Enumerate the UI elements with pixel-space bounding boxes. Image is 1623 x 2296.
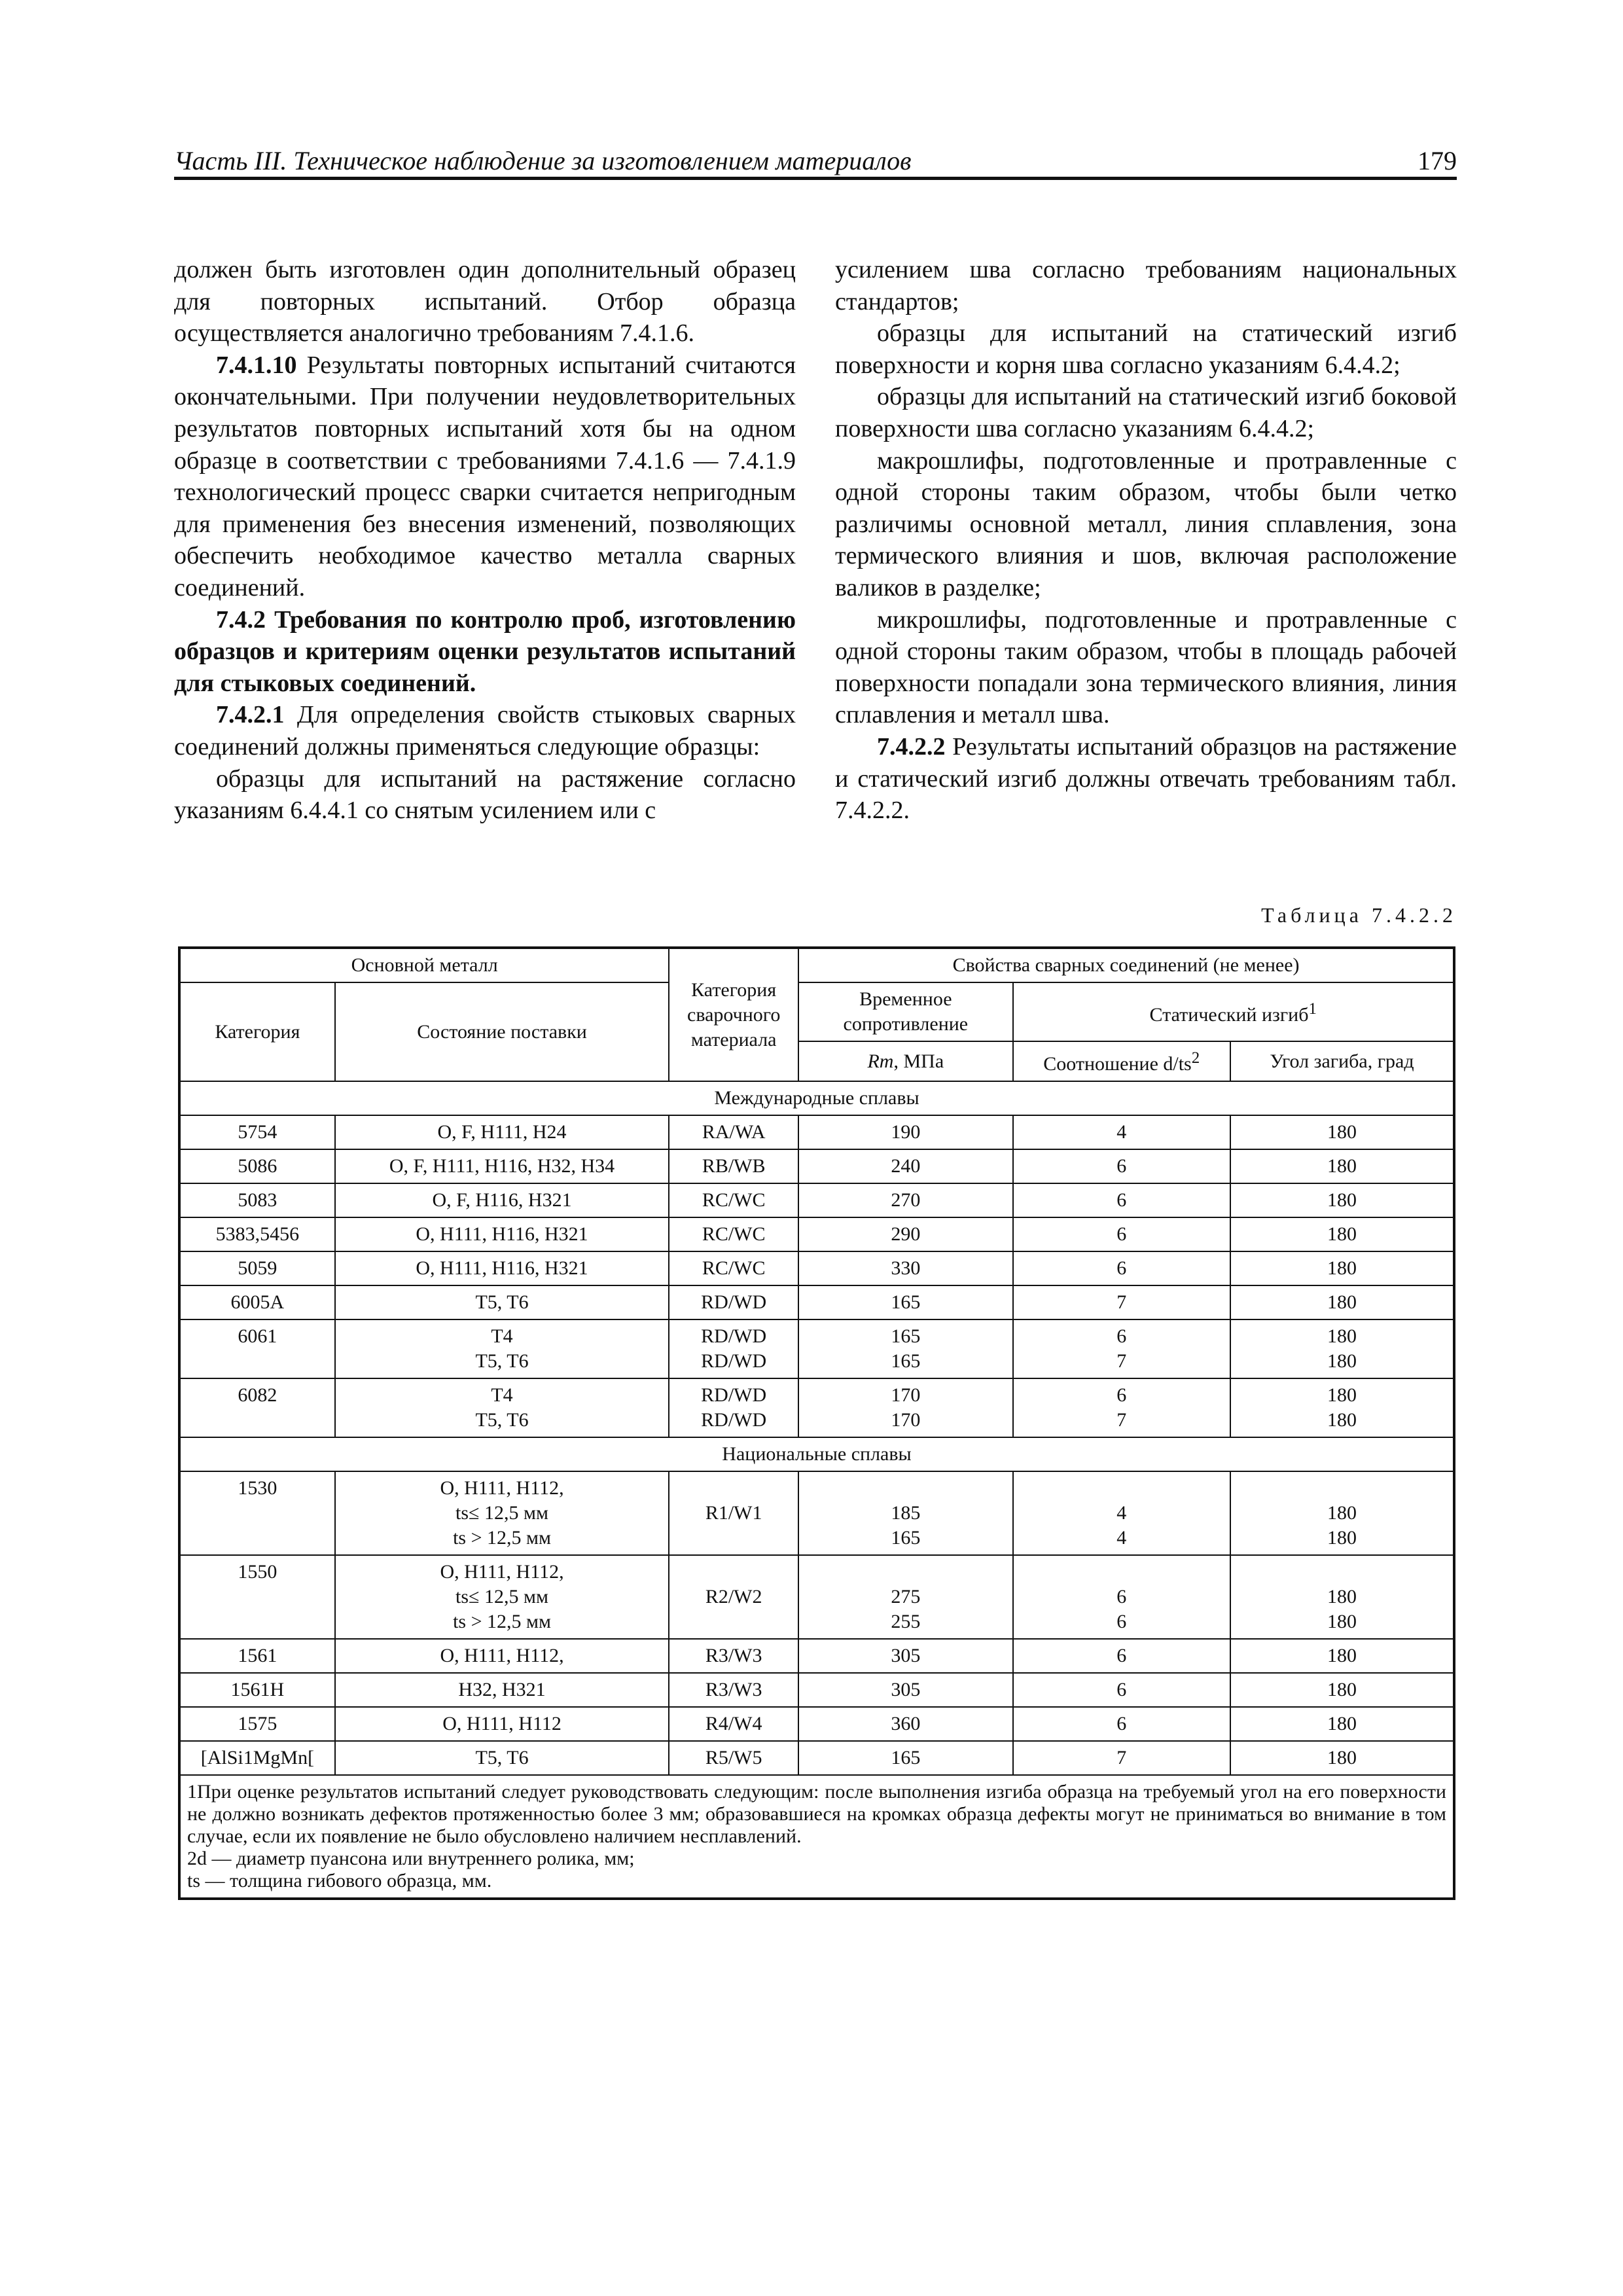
ratio-cell: 6 7 [1013, 1319, 1230, 1378]
rm-cell: 305 [798, 1673, 1012, 1707]
section-row [179, 1437, 1454, 1471]
condition-cell: O, H111, H112, [335, 1639, 669, 1673]
angle-cell: 180 [1230, 1673, 1454, 1707]
condition-cell: T5, T6 [335, 1741, 669, 1775]
weld-cell: R3/W3 [669, 1639, 798, 1673]
category-cell: 6061 [179, 1319, 335, 1378]
ratio-cell: 6 [1013, 1217, 1230, 1251]
weld-cell: R4/W4 [669, 1707, 798, 1741]
weld-cell: RA/WA [669, 1115, 798, 1149]
table-row [179, 1707, 1454, 1741]
angle-cell: 180 [1230, 1639, 1454, 1673]
section-title: Международные сплавы [179, 1081, 1454, 1115]
condition-cell: O, F, H111, H24 [335, 1115, 669, 1149]
table-row [179, 1115, 1454, 1149]
table-row [179, 1319, 1454, 1378]
weld-cell: RD/WD RD/WD [669, 1378, 798, 1437]
ratio-cell: 6 [1013, 1149, 1230, 1183]
rm-cell: 165 [798, 1285, 1012, 1319]
footnote: ts — толщина гибового образца, мм. [187, 1870, 492, 1892]
condition-cell: O, H111, H112 [335, 1707, 669, 1741]
header-weld-category: Категория сварочного материала [669, 948, 798, 1081]
category-cell: 5754 [179, 1115, 335, 1149]
results-table [178, 946, 1455, 1900]
weld-cell: R3/W3 [669, 1673, 798, 1707]
table-row [179, 1149, 1454, 1183]
condition-cell: O, H111, H112, ts≤ 12,5 мм ts > 12,5 мм [335, 1471, 669, 1555]
table-row [179, 1639, 1454, 1673]
table-row [179, 1378, 1454, 1437]
condition-cell: T4 T5, T6 [335, 1319, 669, 1378]
table-caption: Таблица 7.4.2.2 [1261, 903, 1457, 927]
category-cell: 5086 [179, 1149, 335, 1183]
ratio-cell: 6 [1013, 1707, 1230, 1741]
page-number: 179 [1418, 146, 1457, 175]
angle-cell: 180 180 [1230, 1378, 1454, 1437]
angle-cell: 180 [1230, 1251, 1454, 1285]
list-item: образцы для испытаний на растяжение согласно указаниям 6.4.4.1 со снятым усилением или с [174, 764, 796, 825]
condition-cell: T4 T5, T6 [335, 1378, 669, 1437]
running-header [174, 140, 1457, 179]
header-bend: Статический изгиб$^1$ [1013, 982, 1454, 1041]
condition-cell: O, F, H111, H116, H32, H34 [335, 1149, 669, 1183]
ratio-cell: 6 [1013, 1251, 1230, 1285]
table-row [179, 1741, 1454, 1775]
category-cell: 1561H [179, 1673, 335, 1707]
list-item: усилением шва согласно требованиям национальных стандартов; [835, 256, 1457, 315]
header-angle: Угол загиба, град [1230, 1041, 1454, 1081]
rm-cell: 270 [798, 1183, 1012, 1217]
section-row [179, 1081, 1454, 1115]
category-cell: 5383,5456 [179, 1217, 335, 1251]
condition-cell: T5, T6 [335, 1285, 669, 1319]
table-row [179, 1183, 1454, 1217]
header-properties: Свойства сварных соединений (не менее) [798, 948, 1454, 982]
header-base-metal: Основной металл [179, 948, 669, 982]
paragraph: 7.4.1.10 Результаты повторных испытаний считаются окончательными. При получении неудовлетворительных результатов повторных испытаний хотя бы на одном образце в соответствии с требованиями 7.4.1.6 — 7.4.1.9 технологический процесс сварки считается непригодным для применения без внесения изменений, позволяющих обеспечить необходимое качество металла сварных соединений. [174, 351, 796, 601]
running-title: Часть III. Техническое наблюдение за изготовлением материалов [174, 146, 912, 175]
header-tensile: Временное сопротивление [798, 982, 1012, 1041]
category-cell: 1550 [179, 1555, 335, 1639]
footnote: 1При оценке результатов испытаний следует руководствовать следующим: после выполнения изгиба образца на требуемый угол на его поверхности не должно возникать дефектов протяженностью более 3 мм; образовавшиеся на кромках образца дефекты могут не приниматься во внимание в том случае, если их появление не было обусловлено наличием несплавлений. [187, 1781, 1446, 1847]
ratio-cell: 7 [1013, 1285, 1230, 1319]
header-condition: Состояние поставки [335, 982, 669, 1081]
list-item: макрошлифы, подготовленные и протравленные с одной стороны таким образом, чтобы были четко различимы основной металл, линия сплавления, зона термического влияния и шов, включая расположение валиков в разделке; [835, 446, 1457, 601]
angle-cell: 180 [1230, 1707, 1454, 1741]
list-item: микрошлифы, подготовленные и протравленные с одной стороны таким образом, чтобы в площадь рабочей поверхности попадали зона термического влияния, линия сплавления и металл шва. [835, 605, 1457, 729]
header-row [179, 948, 1454, 982]
ratio-cell: 4 [1013, 1115, 1230, 1149]
condition-cell: O, H111, H112, ts≤ 12,5 мм ts > 12,5 мм [335, 1555, 669, 1639]
condition-cell: O, F, H116, H321 [335, 1183, 669, 1217]
table-row [179, 1673, 1454, 1707]
condition-cell: H32, H321 [335, 1673, 669, 1707]
header-ratio: Соотношение $d/ts^2$ [1013, 1041, 1230, 1081]
weld-cell: RD/WD [669, 1285, 798, 1319]
angle-cell: 180 [1230, 1115, 1454, 1149]
rm-cell: 165 165 [798, 1319, 1012, 1378]
ratio-cell: 6 7 [1013, 1378, 1230, 1437]
weld-cell: RB/WB [669, 1149, 798, 1183]
rm-cell: 305 [798, 1639, 1012, 1673]
section-title: Национальные сплавы [179, 1437, 1454, 1471]
condition-cell: O, H111, H116, H321 [335, 1251, 669, 1285]
rm-cell: 360 [798, 1707, 1012, 1741]
footnote-row [179, 1775, 1454, 1899]
ratio-cell: 6 6 [1013, 1555, 1230, 1639]
category-cell: 1575 [179, 1707, 335, 1741]
category-cell: 6005A [179, 1285, 335, 1319]
rm-cell: 165 [798, 1741, 1012, 1775]
paragraph: 7.4.2.1 Для определения свойств стыковых сварных соединений должны применяться следующие образцы: [174, 701, 796, 761]
angle-cell: 180 180 [1230, 1471, 1454, 1555]
category-cell: 5083 [179, 1183, 335, 1217]
category-cell: 6082 [179, 1378, 335, 1437]
angle-cell: 180 [1230, 1741, 1454, 1775]
condition-cell: O, H111, H116, H321 [335, 1217, 669, 1251]
angle-cell: 180 180 [1230, 1555, 1454, 1639]
angle-cell: 180 [1230, 1285, 1454, 1319]
right-column [835, 254, 1457, 827]
ratio-cell: 7 [1013, 1741, 1230, 1775]
category-cell: [AlSi1MgMn[ [179, 1741, 335, 1775]
rm-cell: 240 [798, 1149, 1012, 1183]
weld-cell: R5/W5 [669, 1741, 798, 1775]
paragraph: должен быть изготовлен один дополнительный образец для повторных испытаний. Отбор образца осуществляется аналогично требованиям 7.4.1.6. [174, 256, 796, 348]
list-item: образцы для испытаний на статический изгиб поверхности и корня шва согласно указаниям 6.4.4.2; [835, 319, 1457, 379]
angle-cell: 180 [1230, 1217, 1454, 1251]
weld-cell: RD/WD RD/WD [669, 1319, 798, 1378]
header-rm: Rm, МПа [798, 1041, 1012, 1081]
footnote: 2d — диаметр пуансона или внутреннего ролика, мм; [187, 1848, 635, 1869]
section-heading: 7.4.2 Требования по контролю проб, изготовлению образцов и критериям оценки результатов испытаний для стыковых соединений. [174, 605, 796, 697]
weld-cell: R1/W1 [669, 1471, 798, 1555]
table-footnotes [179, 1775, 1454, 1899]
table-row [179, 1555, 1454, 1639]
header-category: Категория [179, 982, 335, 1081]
ratio-cell: 6 [1013, 1673, 1230, 1707]
ratio-cell: 6 [1013, 1639, 1230, 1673]
rm-cell: 185 165 [798, 1471, 1012, 1555]
rm-cell: 170 170 [798, 1378, 1012, 1437]
rm-cell: 190 [798, 1115, 1012, 1149]
ratio-cell: 4 4 [1013, 1471, 1230, 1555]
table-row [179, 1217, 1454, 1251]
weld-cell: RC/WC [669, 1183, 798, 1217]
ratio-cell: 6 [1013, 1183, 1230, 1217]
table-row [179, 1285, 1454, 1319]
angle-cell: 180 180 [1230, 1319, 1454, 1378]
category-cell: 1530 [179, 1471, 335, 1555]
rm-cell: 290 [798, 1217, 1012, 1251]
rm-cell: 330 [798, 1251, 1012, 1285]
category-cell: 5059 [179, 1251, 335, 1285]
angle-cell: 180 [1230, 1183, 1454, 1217]
left-column [174, 254, 796, 827]
table-row [179, 1471, 1454, 1555]
paragraph: 7.4.2.2 Результаты испытаний образцов на растяжение и статический изгиб должны отвечать требованиям табл. 7.4.2.2. [835, 732, 1457, 825]
list-item: образцы для испытаний на статический изгиб боковой поверхности шва согласно указаниям 6.4.4.2; [835, 383, 1457, 442]
table-row [179, 1251, 1454, 1285]
header-row [179, 982, 1454, 1041]
weld-cell: R2/W2 [669, 1555, 798, 1639]
weld-cell: RC/WC [669, 1251, 798, 1285]
header-rule [174, 177, 1457, 180]
category-cell: 1561 [179, 1639, 335, 1673]
angle-cell: 180 [1230, 1149, 1454, 1183]
weld-cell: RC/WC [669, 1217, 798, 1251]
rm-cell: 275 255 [798, 1555, 1012, 1639]
